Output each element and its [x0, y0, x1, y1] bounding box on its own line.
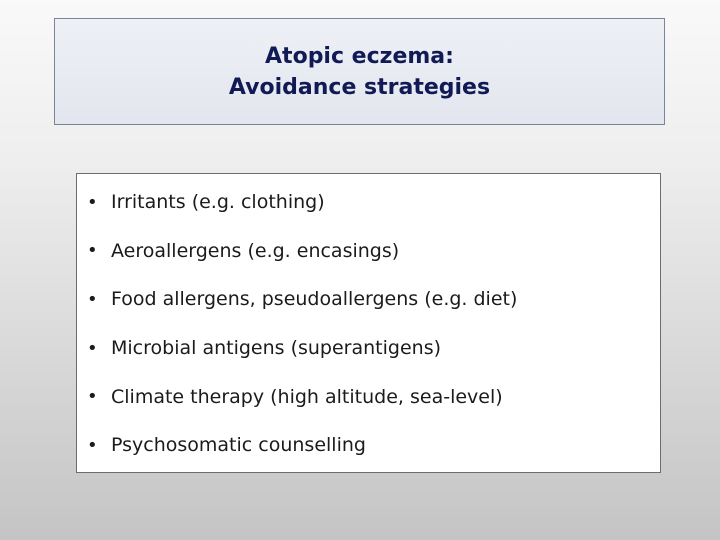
- list-item-label: Microbial antigens (superantigens): [111, 337, 442, 360]
- bullet-list: [87, 178, 652, 470]
- list-item: [87, 275, 652, 324]
- list-item-label: Irritants (e.g. clothing): [111, 191, 325, 214]
- content-box: [76, 173, 661, 473]
- title-line-2: Avoidance strategies: [228, 74, 491, 100]
- bullet-icon: •: [87, 337, 98, 359]
- list-item: [87, 227, 652, 276]
- bullet-icon: •: [87, 434, 98, 456]
- list-item-label: Climate therapy (high altitude, sea-level): [111, 385, 503, 408]
- list-item-label: Psychosomatic counselling: [111, 434, 366, 457]
- title-line-1: Atopic eczema:: [265, 43, 454, 69]
- bullet-icon: •: [87, 288, 98, 310]
- bullet-icon: •: [87, 386, 98, 408]
- list-item: [87, 421, 652, 470]
- title-box: [54, 18, 665, 125]
- list-item: [87, 324, 652, 373]
- list-item-label: Aeroallergens (e.g. encasings): [111, 239, 400, 262]
- list-item: [87, 178, 652, 227]
- list-item-label: Food allergens, pseudoallergens (e.g. diet): [111, 288, 518, 311]
- list-item: [87, 372, 652, 421]
- bullet-icon: •: [87, 240, 98, 262]
- slide-title: [229, 41, 490, 103]
- bullet-icon: •: [87, 191, 98, 213]
